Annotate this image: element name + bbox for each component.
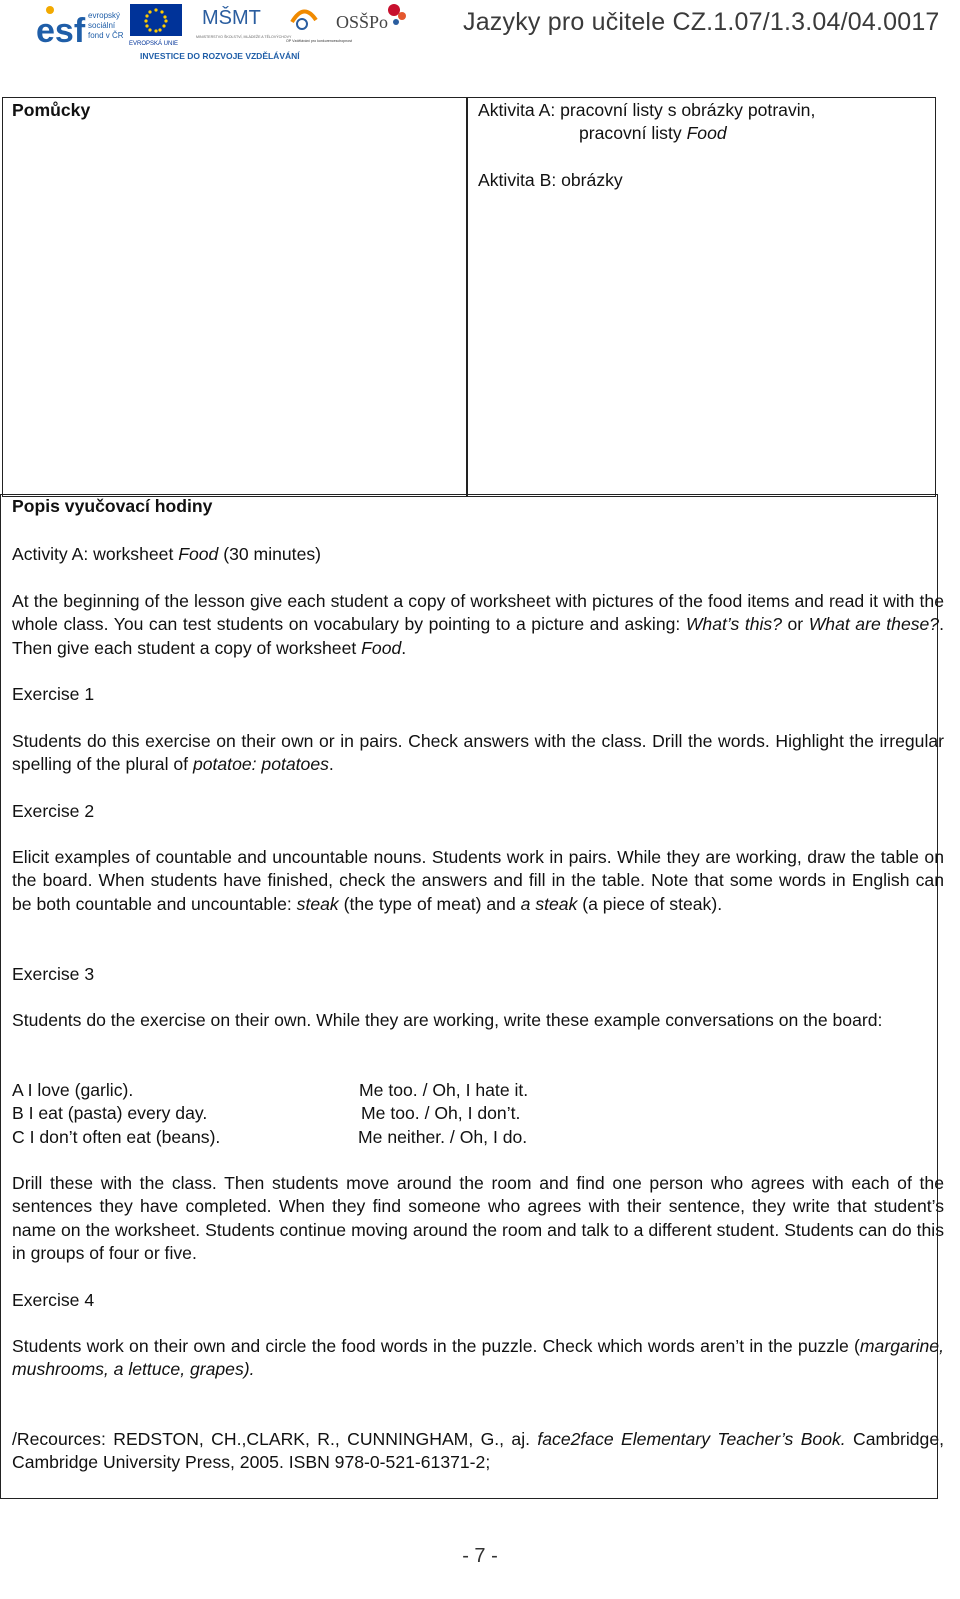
exercise-4-text [12, 1335, 944, 1382]
conversation-c-prompt: C I don’t often eat (beans). [12, 1127, 221, 1147]
pomucky-line-2-text: pracovní listy [579, 123, 687, 143]
exercise-2-title: Exercise 2 [12, 801, 95, 821]
exercise-3-text: Students do the exercise on their own. While they are working, write these example conversations on the board: [12, 1010, 883, 1030]
resources-book: face2face Elementary Teacher’s Book. [537, 1429, 846, 1449]
ex1-text-1: Students do this exercise on their own or in pairs. Check answers with the class. Drill the words. Highlight the irregular spelling of the plural of [12, 731, 944, 775]
msmt-logo-text: MŠMT [202, 7, 261, 29]
osspo-logo [336, 2, 410, 48]
msmt-logo [196, 2, 292, 48]
project-title: Jazyky pro učitele CZ.1.07/1.3.04/04.0017 [463, 8, 940, 36]
page-header [0, 0, 960, 70]
intro-text-2: or [781, 614, 809, 635]
popis-label: Popis vyučovací hodiny [12, 496, 213, 516]
esf-logo-small-2: sociální [88, 21, 116, 30]
intro-question-1: What’s this? [685, 614, 782, 635]
page-number: - 7 - [462, 1545, 498, 1567]
ex2-a-steak: a steak [520, 893, 578, 914]
activity-a-text-2: (30 minutes) [218, 544, 322, 564]
ex1-text-2: . [328, 754, 334, 775]
activity-a-text-1: Activity A: worksheet [12, 544, 179, 564]
ex2-steak: steak [296, 893, 339, 914]
esf-logo-small-3: fond v ČR [88, 31, 124, 40]
exercise-4-title: Exercise 4 [12, 1290, 95, 1310]
conversation-c-reply: Me neither. / Oh, I do. [358, 1127, 528, 1147]
intro-question-2: What are these? [808, 614, 940, 635]
op-logo-text: OP Vzdělávání pro konkurenceschopnost [286, 39, 353, 43]
conversation-a-reply: Me too. / Oh, I hate it. [359, 1080, 529, 1100]
pomucky-line-3: Aktivita B: obrázky [478, 170, 623, 190]
exercise-3-title: Exercise 3 [12, 964, 95, 984]
osspo-logo-text: OSŠPo [336, 12, 389, 32]
pomucky-label: Pomůcky [12, 100, 91, 120]
investice-text: INVESTICE DO ROZVOJE VZDĚLÁVÁNÍ [140, 51, 300, 61]
pomucky-line-2 [579, 123, 727, 144]
intro-food: Food [361, 637, 402, 658]
eu-logo-text: EVROPSKÁ UNIE [129, 41, 179, 47]
ex2-text-2: (the type of meat) and [338, 893, 521, 914]
pomucky-line-1: Aktivita A: pracovní listy s obrázky potravin, [478, 100, 816, 120]
conversation-b-reply: Me too. / Oh, I don’t. [361, 1103, 521, 1123]
ex1-potatoes: potatoe: potatoes [192, 754, 329, 775]
exercise-1-text [12, 730, 944, 777]
eu-flag-logo [128, 2, 184, 48]
resources-text-2: Cambridge, Cambridge University Press, 2005. ISBN 978-0-521-61371-2; [12, 1429, 944, 1473]
intro-text-1: At the beginning of the lesson give each student a copy of worksheet with pictures of the food items and read it with the whole class. You can test students on vocabulary by pointing to a picture and asking: [12, 591, 944, 635]
conversation-b-prompt: B I eat (pasta) every day. [12, 1103, 208, 1123]
pomucky-left-cell [2, 97, 468, 497]
exercise-1-title: Exercise 1 [12, 684, 95, 704]
logo-bar [36, 2, 416, 64]
activity-a-food: Food [178, 544, 219, 564]
pomucky-right-cell [466, 97, 936, 497]
resources-text-1: /Recources: REDSTON, CH.,CLARK, R., CUNNINGHAM, G., aj. [12, 1429, 538, 1449]
ex2-text-1: Elicit examples of countable and uncountable nouns. Students work in pairs. While they are working, draw the table on the board. When students have finished, check the answers and fill in the table. Note that some words in English can be both countable and uncountable: [12, 847, 944, 914]
intro-text-3: . Then give each student a copy of worksheet [12, 614, 944, 658]
resources [12, 1428, 944, 1475]
op-logo [286, 2, 353, 48]
activity-a-intro [12, 590, 944, 660]
msmt-logo-small: MINISTERSTVO ŠKOLSTVÍ, MLÁDEŽE A TĚLOVÝCHOVY [196, 35, 292, 39]
esf-logo [36, 2, 131, 48]
pomucky-line-2-food: Food [686, 123, 727, 143]
ex4-text-1: Students work on their own and circle the food words in the puzzle. Check which words aren’t in the puzzle ( [12, 1336, 860, 1356]
ex2-text-3: (a piece of steak). [577, 893, 723, 914]
esf-logo-small-1: evropský [88, 11, 121, 20]
exercise-2-text [12, 846, 944, 916]
exercise-3-drill: Drill these with the class. Then students move around the room and find one person who agrees with each of the sentences they have completed. When they find someone who agrees with their sentence, they write that student’s name on the worksheet. Students continue moving around the room and talk to a different student. Students can do this in groups of four or five. [12, 1173, 944, 1264]
conversation-a-prompt: A I love (garlic). [12, 1080, 134, 1100]
activity-a-title [12, 543, 944, 566]
esf-logo-text: esf [36, 12, 86, 50]
intro-text-4: . [401, 637, 407, 658]
ex4-words: margarine, mushrooms, a lettuce, grapes). [12, 1336, 944, 1380]
